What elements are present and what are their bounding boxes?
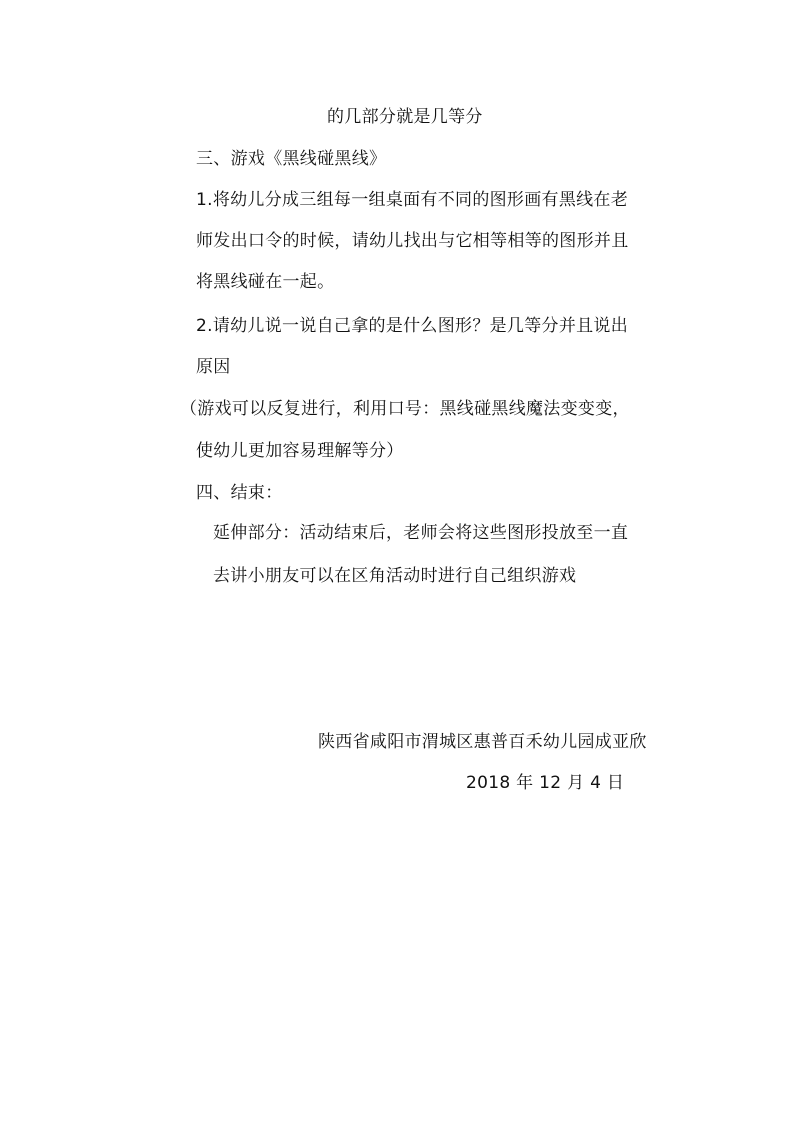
text-line-extension: 延伸部分：活动结束后，老师会将这些图形投放至一直	[213, 523, 629, 543]
signature-organization: 陕西省咸阳市渭城区惠普百禾幼儿园成亚欣	[318, 732, 647, 752]
text-line-step2-end: 原因	[196, 357, 231, 377]
text-line-extension-end: 去讲小朋友可以在区角活动时进行自己组织游戏	[213, 566, 577, 586]
text-line-step1: 1.将幼儿分成三组每一组桌面有不同的图形画有黑线在老	[196, 190, 629, 210]
text-line-step1-cont: 师发出口令的时候，请幼儿找出与它相等相等的图形并且	[196, 231, 629, 251]
text-line-step2: 2.请幼儿说一说自己拿的是什么图形？是几等分并且说出	[196, 316, 629, 336]
text-line-note: （游戏可以反复进行，利用口号：黑线碰黑线魔法变变变，	[180, 399, 630, 419]
text-line-step1-end: 将黑线碰在一起。	[196, 272, 335, 292]
section-heading-game: 三、游戏《黑线碰黑线》	[196, 149, 387, 169]
signature-date: 2018 年 12 月 4 日	[466, 773, 625, 793]
section-heading-end: 四、结束：	[196, 483, 283, 503]
text-line-intro: 的几部分就是几等分	[327, 107, 483, 127]
text-line-note-end: 使幼儿更加容易理解等分）	[196, 441, 404, 461]
